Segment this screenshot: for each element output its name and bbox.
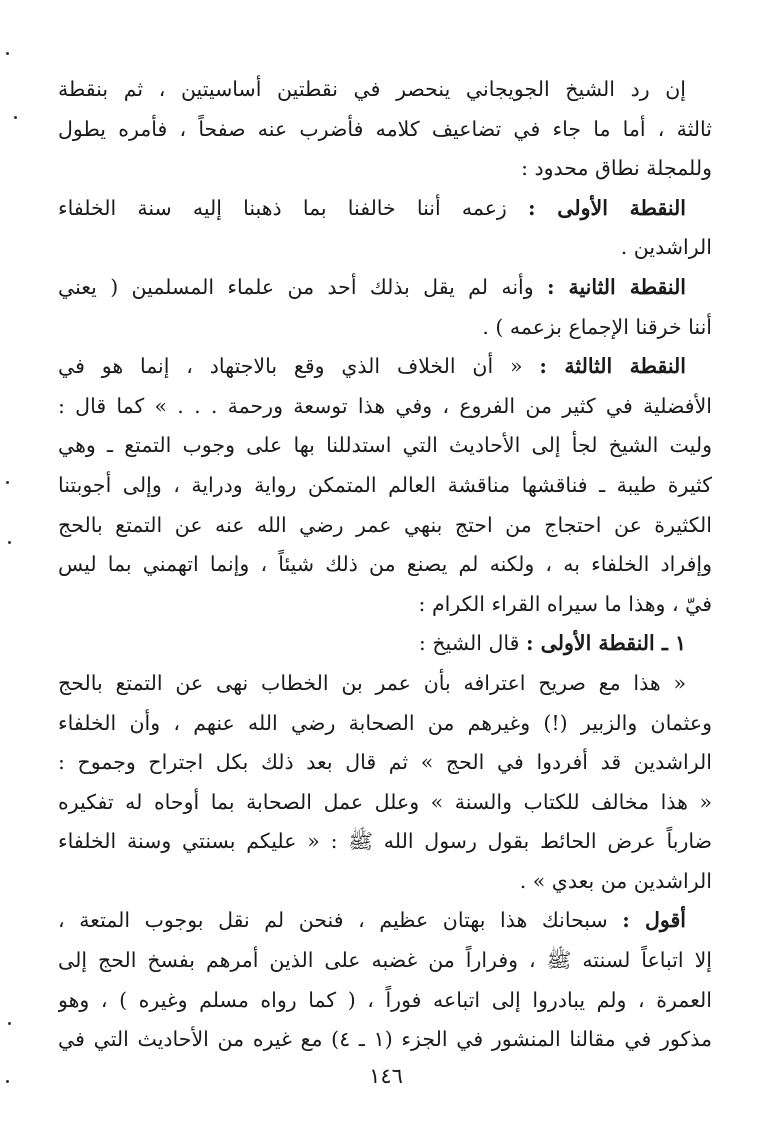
text-line: [58, 704, 712, 744]
line-text: الراشدين قد أفردوا في الحج » ثم قال بعد ذلك بكل اجتراح وجموح :: [58, 750, 712, 775]
line-text: الأفضلية في كثير من الفروع ، وفي هذا توسعة ورحمة . . . » كما قال :: [58, 393, 712, 418]
line-text: وليت الشيخ لجأ إلى الأحاديث التي استدللنا بها على وجوب التمتع ـ وهي: [58, 433, 712, 458]
line-text: إلا اتباعاً لسنته ﷺ ، وفراراً من غضبه على الذين أمرهم بفسخ الحج إلى: [58, 948, 712, 973]
line-text: الكثيرة عن احتجاج من احتج بنهي عمر رضي الله عنه عن التمتع بالحج: [58, 512, 712, 537]
line-text: ثالثة ، أما ما جاء في تضاعيف كلامه فأضرب عنه صفحاً ، فأمره يطول: [58, 116, 712, 141]
bold-heading: النقطة الأولى :: [527, 195, 686, 220]
text-line: [58, 624, 712, 664]
text-line: [58, 506, 712, 546]
margin-mark: [8, 541, 11, 544]
text-line: [58, 228, 712, 268]
line-text: « هذا مخالف للكتاب والسنة » وعلل عمل الصحابة بما أوحاه له تفكيره: [58, 789, 712, 814]
line-text: مذكور في مقالنا المنشور في الجزء (١ ـ ٤) مع غيره من الأحاديث التي في: [58, 1027, 712, 1052]
text-line: [58, 981, 712, 1021]
line-text: « أن الخلاف الذي وقع بالاجتهاد ، إنما هو في: [58, 354, 540, 379]
line-text: الراشدين من بعدي » .: [519, 868, 712, 893]
text-line: [58, 585, 712, 625]
bold-heading: ١ ـ النقطة الأولى :: [525, 631, 686, 656]
text-line: [58, 387, 712, 427]
text-line: [58, 783, 712, 823]
line-text: أننا خرقنا الإجماع بزعمه ) .: [482, 314, 712, 339]
line-text: وإفراد الخلفاء به ، ولكنه لم يصنع من ذلك شيئاً ، وإنما اتهمني بما ليس: [58, 552, 712, 577]
line-text: إن رد الشيخ الجويجاني ينحصر في نقطتين أساسيتين ، ثم بنقطة: [58, 77, 686, 101]
text-line: [58, 862, 712, 902]
text-line: [58, 941, 712, 981]
line-text: سبحانك هذا بهتان عظيم ، فنحن لم نقل بوجوب المتعة ،: [58, 908, 623, 933]
line-text: فيّ ، وهذا ما سيراه القراء الكرام :: [418, 591, 712, 616]
bold-heading: أقول :: [622, 908, 686, 933]
line-text: وللمجلة نطاق محدود :: [521, 156, 712, 181]
text-line: [58, 664, 712, 704]
text-line: [58, 466, 712, 506]
text-line: [58, 149, 712, 189]
text-line: [58, 110, 712, 150]
text-line: [58, 347, 712, 387]
text-line: [58, 1020, 712, 1060]
line-text: ضارباً عرض الحائط بقول رسول الله ﷺ : « عليكم بسنتي وسنة الخلفاء: [58, 829, 712, 854]
line-text: وأنه لم يقل بذلك أحد من علماء المسلمين ( يعني: [58, 274, 547, 299]
text-line: [58, 426, 712, 466]
bold-heading: النقطة الثالثة :: [539, 354, 686, 379]
text-line: [58, 743, 712, 783]
line-text: « هذا مع صريح اعترافه بأن عمر بن الخطاب نهى عن التمتع بالحج: [58, 670, 686, 695]
line-text: العمرة ، ولم يبادروا إلى اتباعه فوراً ، ( كما رواه مسلم وغيره ) ، وهو: [58, 987, 712, 1012]
text-line: [58, 70, 712, 110]
page-number: ١٤٦: [369, 1064, 403, 1088]
margin-mark: [8, 1022, 11, 1025]
line-text: كثيرة طيبة ـ فناقشها مناقشة العالم المتمكن رواية ودراية ، وإلى أجوبتنا: [58, 472, 712, 497]
text-line: [58, 268, 712, 308]
body-text: [58, 70, 712, 1060]
text-line: [58, 189, 712, 229]
text-line: [58, 901, 712, 941]
text-line: [58, 308, 712, 348]
bold-heading: النقطة الثانية :: [546, 274, 687, 299]
text-line: [58, 822, 712, 862]
margin-mark: [6, 481, 9, 484]
line-text: وعثمان والزبير (!) وغيرهم من الصحابة رضي الله عنهم ، وأن الخلفاء: [58, 710, 712, 735]
line-text: زعمه أننا خالفنا بما ذهبنا إليه سنة الخلفاء: [58, 195, 528, 220]
line-text: قال الشيخ :: [418, 631, 526, 656]
line-text: الراشدين .: [620, 235, 712, 260]
margin-mark: [6, 52, 9, 55]
text-line: [58, 545, 712, 585]
margin-mark: [14, 116, 17, 119]
